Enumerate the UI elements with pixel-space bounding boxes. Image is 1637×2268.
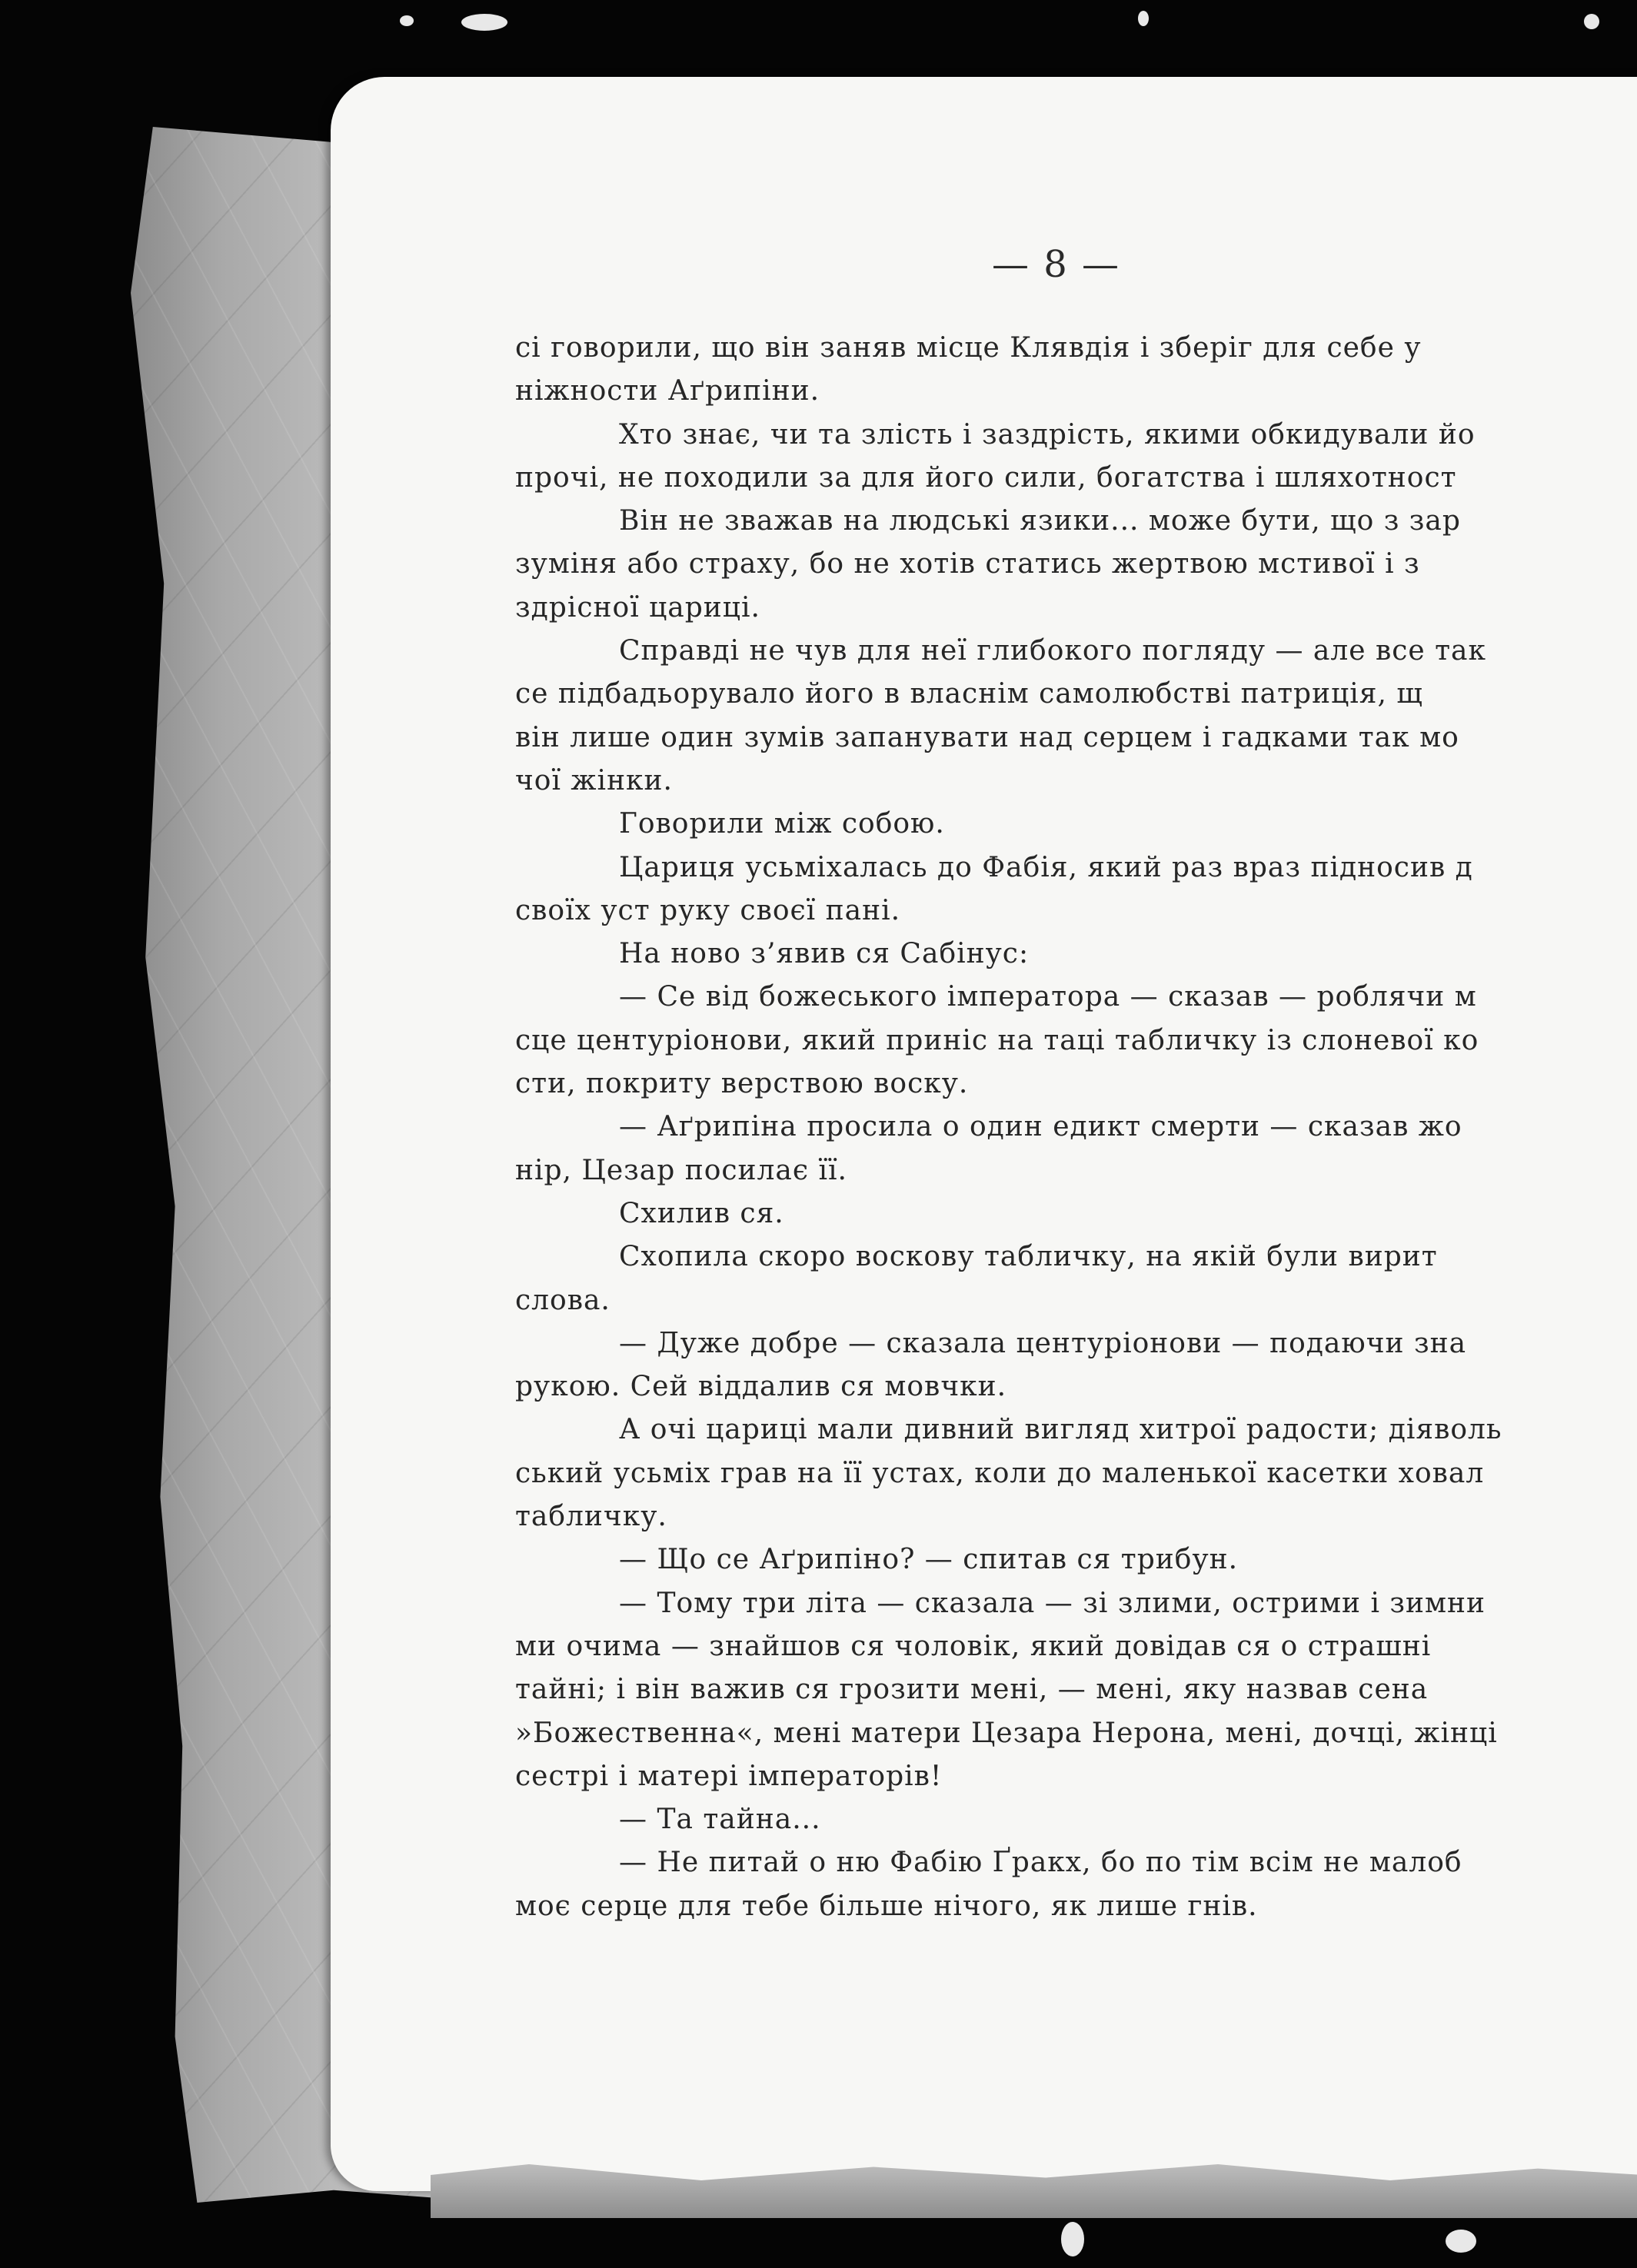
text-line: Говорили між собою. xyxy=(619,808,945,840)
text-line: — Що се Аґрипіно? — спитав ся трибун. xyxy=(619,1544,1239,1576)
scan-speck xyxy=(461,14,507,31)
text-line: ський усьміх грав на її устах, коли до маленької касетки ховал xyxy=(515,1457,1485,1489)
scan-speck xyxy=(400,15,414,26)
text-line: табличку. xyxy=(515,1501,667,1533)
scan-speck xyxy=(1584,14,1599,29)
text-line: зуміня або страху, бо не хотів статись жертвою мстивої і з xyxy=(515,548,1420,580)
text-line: слова. xyxy=(515,1284,611,1316)
text-line: ніжности Аґрипіни. xyxy=(515,375,820,407)
text-line: сти, покриту верствою воску. xyxy=(515,1068,969,1100)
text-line: здрісної цариці. xyxy=(515,591,760,624)
text-line: нір, Цезар посилає її. xyxy=(515,1154,847,1186)
text-line: — Тому три літа — сказала — зі злими, острими і зимни xyxy=(619,1587,1486,1619)
text-line: Цариця усьміхалась до Фабія, який раз враз підносив д xyxy=(619,851,1473,883)
text-line: — Не питай о ню Фабію Ґракх, бо по тім всім не малоб xyxy=(619,1847,1462,1879)
text-line: »Божественна«, мені матери Цезара Нерона, мені, дочці, жінці xyxy=(515,1717,1498,1749)
text-line: — Аґрипіна просила о один едикт смерти — сказав жо xyxy=(619,1111,1462,1143)
text-line: Він не зважав на людські язики... може бути, що з зар xyxy=(619,505,1461,537)
text-line: сце центуріонови, який приніс на таці табличку із слоневої ко xyxy=(515,1024,1479,1056)
text-line: рукою. Сей віддалив ся мовчки. xyxy=(515,1371,1007,1403)
text-line: се підбадьорувало його в власнім самолюбстві патриція, щ xyxy=(515,678,1423,710)
text-line: своїх уст руку своєї пані. xyxy=(515,894,901,926)
text-line: — Дуже добре — сказала центуріонови — подаючи зна xyxy=(619,1327,1467,1359)
text-line: Схопила скоро воскову табличку, на якій були вирит xyxy=(619,1241,1438,1273)
text-line: моє серце для тебе більше нічого, як лише гнів. xyxy=(515,1890,1258,1922)
text-line: — Та тайна... xyxy=(619,1804,821,1836)
text-line: Справді не чув для неї глибокого погляду — але все так xyxy=(619,635,1487,667)
text-line: ми очима — знайшов ся чоловік, який довідав ся о страшні xyxy=(515,1630,1432,1662)
text-line: А очі цариці мали дивний вигляд хитрої радости; діяволь xyxy=(619,1414,1502,1446)
page-number: — 8 — xyxy=(992,243,1121,286)
scan-speck xyxy=(1138,11,1149,26)
text-line: Схилив ся. xyxy=(619,1197,784,1229)
scan-speck xyxy=(1446,2230,1476,2253)
body-text xyxy=(515,327,1637,1928)
text-line: прочі, не походили за для його сили, богатства і шляхотност xyxy=(515,461,1457,494)
text-line: Хто знає, чи та злість і заздрість, якими обкидували йо xyxy=(619,418,1476,451)
text-line: чої жінки. xyxy=(515,764,673,796)
text-line: сестрі і матері імператорів! xyxy=(515,1760,943,1792)
text-line: він лише один зумів запанувати над серцем і гадками так мо xyxy=(515,721,1459,753)
text-line: сі говорили, що він заняв місце Клявдія і зберіг для себе у xyxy=(515,332,1422,364)
text-line: На ново з’явив ся Сабінус: xyxy=(619,938,1030,970)
text-line: — Се від божеського імператора — сказав — роблячи м xyxy=(619,981,1477,1013)
scan-speck xyxy=(1061,2222,1084,2256)
text-line: тайні; і він важив ся грозити мені, — мені, яку назвав сена xyxy=(515,1674,1429,1706)
